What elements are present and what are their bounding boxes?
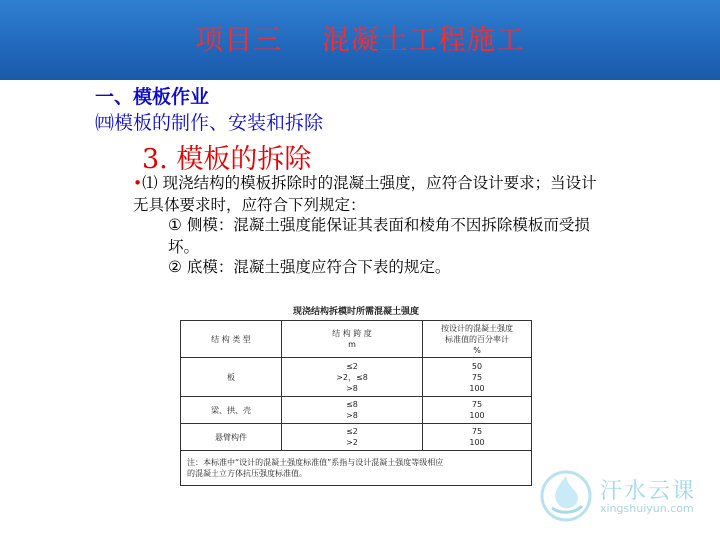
cell-type: 板 [181, 358, 282, 397]
rule-paragraph [133, 172, 603, 216]
header-percentage: 按设计的混凝土强度 标准值的百分率计 % [423, 321, 532, 358]
cell-span: ≤8 >8 [282, 397, 423, 424]
subsection-heading: ㈣模板的制作、安装和拆除 [95, 112, 324, 134]
table-note: 注：本标准中“设计的混凝土强度标准值”系指与设计混凝土强度等级相应 的混凝土立方体抗压强度标准值。 [181, 451, 532, 486]
cell-percentage: 75 100 [423, 424, 532, 451]
watermark-url: xingshuiyun.com [600, 502, 694, 515]
topic-heading: 3. 模板的拆除 [142, 144, 312, 175]
table-title: 现浇结构拆模时所需混凝土强度 [292, 307, 419, 317]
water-drop-swirl-icon [538, 468, 594, 524]
bullet-icon: • [133, 174, 143, 192]
title-bar [0, 0, 720, 80]
strength-table [180, 320, 532, 486]
header-structure-type: 结 构 类 型 [181, 321, 282, 358]
table-row [181, 424, 532, 451]
cell-type: 悬臂构件 [181, 424, 282, 451]
side-form-rule: ① 侧模：混凝土强度能保证其表面和棱角不因拆除模板而受损坏。 [168, 216, 590, 256]
table-note-row [181, 451, 532, 486]
cell-span: ≤2 >2，≤8 >8 [282, 358, 423, 397]
header-span: 结 构 跨 度 m [282, 321, 423, 358]
cell-percentage: 75 100 [423, 397, 532, 424]
table-row [181, 397, 532, 424]
table-row [181, 358, 532, 397]
cell-type: 梁、拱、壳 [181, 397, 282, 424]
strength-table-figure [176, 300, 536, 478]
bottom-form-rule: ② 底模：混凝土强度应符合下表的规定。 [168, 258, 451, 276]
cell-span: ≤2 >2 [282, 424, 423, 451]
page-title: 项目三 混凝土工程施工 [195, 23, 525, 56]
table-header-row [181, 321, 532, 358]
watermark-logo [538, 466, 708, 526]
rule-text: ⑴ 现浇结构的模板拆除时的混凝土强度，应符合设计要求；当设计无具体要求时，应符合下列规定： [133, 174, 597, 214]
section-heading: 一、模板作业 [95, 86, 210, 108]
cell-percentage: 50 75 100 [423, 358, 532, 397]
watermark-name: 汗水云课 [600, 479, 697, 504]
